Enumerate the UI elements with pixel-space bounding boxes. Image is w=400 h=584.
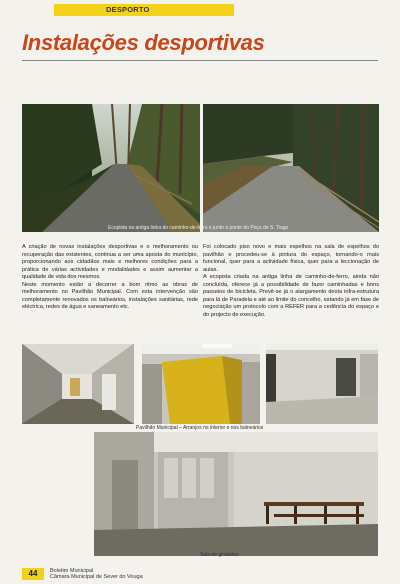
- article-column-1: [22, 244, 198, 312]
- photo-pavilhao-yellow-room: [142, 344, 260, 424]
- photo-sala-ginastica: [94, 432, 378, 556]
- caption-pavilhao: Pavilhão Municipal – Arranjos no interior e nos balneários: [136, 425, 264, 431]
- photo-ecopista-left: [22, 104, 200, 232]
- page-number: 44: [22, 568, 44, 580]
- photo-ecopista-right: [203, 104, 379, 232]
- caption-ecopista: Ecopista na antiga linha do caminho-de-ferro e junto à ponte do Poço de S. Tiago: [108, 225, 289, 231]
- article-paragraph: A criação de novas instalações desportivas e o melhoramento ou recuperação das existentes, continua a ser uma aposta do município, proporcionando aos cidadãos mais e melhores condições para a prática de várias actividades e modalidades e assim aumentar a qualidade de vida dos mesmos.: [22, 244, 198, 280]
- page-title: Instalações desportivas: [22, 30, 265, 55]
- article-column-2: [203, 244, 379, 319]
- caption-ginastica: Sala de ginástica: [200, 552, 239, 558]
- footer-publication: [50, 568, 143, 580]
- article-paragraph: Neste momento estão a decorrer a bom ritmo as obras de melhoramento no Pavilhão Municipal. Com esta intervenção são completamente renovados os balneários, instalações sanitárias, rede eléctrica, redes de água e saneamento etc.: [22, 281, 198, 310]
- footer-line-2: Câmara Municipal de Sever do Vouga: [50, 574, 143, 580]
- section-label: DESPORTO: [54, 4, 234, 16]
- title-divider: [22, 60, 378, 61]
- photo-pavilhao-corridor: [22, 344, 134, 424]
- article-paragraph: A ecopista criada na antiga linha de caminho-de-ferro, ainda não concluída, oferece já a possibilidade de fazer caminhadas e bons passeios de bicicleta. Prevê-se já o alargamento desta infra-estrutura para lá de Paradela e até ao limite do concelho, estando já em fase de negociação um protocolo com a REFER para a cedência do espaço e do projecto de execução.: [203, 274, 379, 318]
- article-paragraph: Foi colocado piso novo e mais espelhos na sala de espelhos do pavilhão e procedeu-se à pintura do espaço, tornando-o mais funcional, quer para a actividade física, quer para a leccionação de aulas.: [203, 244, 379, 273]
- photo-pavilhao-hall: [266, 344, 378, 424]
- footer-line-1: Boletim Municipal: [50, 568, 94, 574]
